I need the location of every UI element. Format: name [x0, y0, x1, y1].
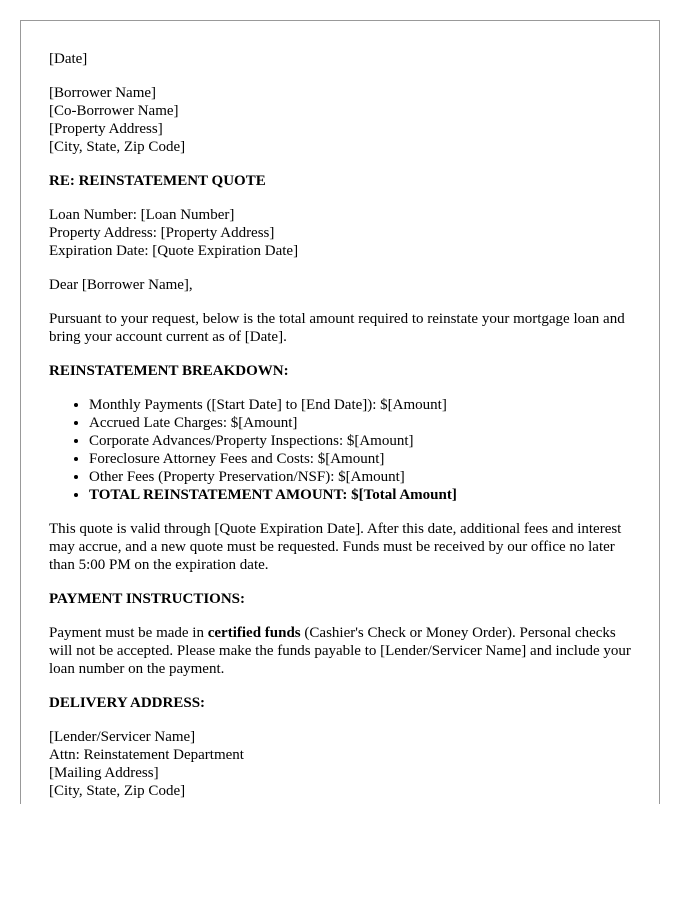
- borrower-name: [Borrower Name]: [49, 85, 157, 101]
- date-text: [Date]: [49, 51, 88, 67]
- breakdown-item: • Accrued Late Charges: $[Amount]: [89, 414, 631, 432]
- letter-page: [20, 20, 660, 804]
- payment-heading: PAYMENT INSTRUCTIONS:: [49, 591, 246, 607]
- payment-text-before: Payment must be made in: [49, 625, 208, 641]
- breakdown-heading: REINSTATEMENT BREAKDOWN:: [49, 363, 289, 379]
- delivery-city-state-zip: [City, State, Zip Code]: [49, 783, 186, 799]
- delivery-address-block: [49, 728, 631, 800]
- recipient-property-address: [Property Address]: [49, 121, 163, 137]
- payment-certified-funds: certified funds: [207, 625, 301, 641]
- breakdown-item: • Monthly Payments ([Start Date] to [End Date]): $[Amount]: [89, 396, 631, 414]
- payment-text-after: (Cashier's Check or Money Order). Personal checks will not be accepted. Please make the funds payable to [Lender/Servicer Name] and include your loan number on the payment.: [49, 625, 631, 677]
- delivery-lender: [Lender/Servicer Name]: [49, 729, 196, 745]
- payment-paragraph: [49, 624, 631, 678]
- breakdown-total: • TOTAL REINSTATEMENT AMOUNT: $[Total Amount]: [89, 486, 631, 504]
- loan-expiration-date: Expiration Date: [Quote Expiration Date]: [49, 243, 299, 259]
- subject-line: RE: REINSTATEMENT QUOTE: [49, 173, 266, 189]
- breakdown-item: • Corporate Advances/Property Inspections: $[Amount]: [89, 432, 631, 450]
- delivery-mailing-address: [Mailing Address]: [49, 765, 159, 781]
- loan-property-address: Property Address: [Property Address]: [49, 225, 275, 241]
- salutation: Dear [Borrower Name],: [49, 277, 193, 293]
- delivery-heading: DELIVERY ADDRESS:: [49, 695, 206, 711]
- letter-date: [49, 50, 631, 68]
- validity-paragraph: This quote is valid through [Quote Expiration Date]. After this date, additional fees and interest may accrue, and a new quote must be requested. Funds must be received by our office no later than 5:00 PM on the expiration date.: [49, 521, 622, 573]
- recipient-city-state-zip: [City, State, Zip Code]: [49, 139, 186, 155]
- breakdown-item: • Foreclosure Attorney Fees and Costs: $[Amount]: [89, 450, 631, 468]
- co-borrower-name: [Co-Borrower Name]: [49, 103, 179, 119]
- breakdown-list: [49, 396, 631, 504]
- breakdown-item: • Other Fees (Property Preservation/NSF): $[Amount]: [89, 468, 631, 486]
- loan-number: Loan Number: [Loan Number]: [49, 207, 235, 223]
- intro-paragraph: Pursuant to your request, below is the total amount required to reinstate your mortgage loan and bring your account current as of [Date].: [49, 311, 625, 345]
- recipient-block: [49, 84, 631, 156]
- delivery-attn: Attn: Reinstatement Department: [49, 747, 244, 763]
- loan-info-block: [49, 206, 631, 260]
